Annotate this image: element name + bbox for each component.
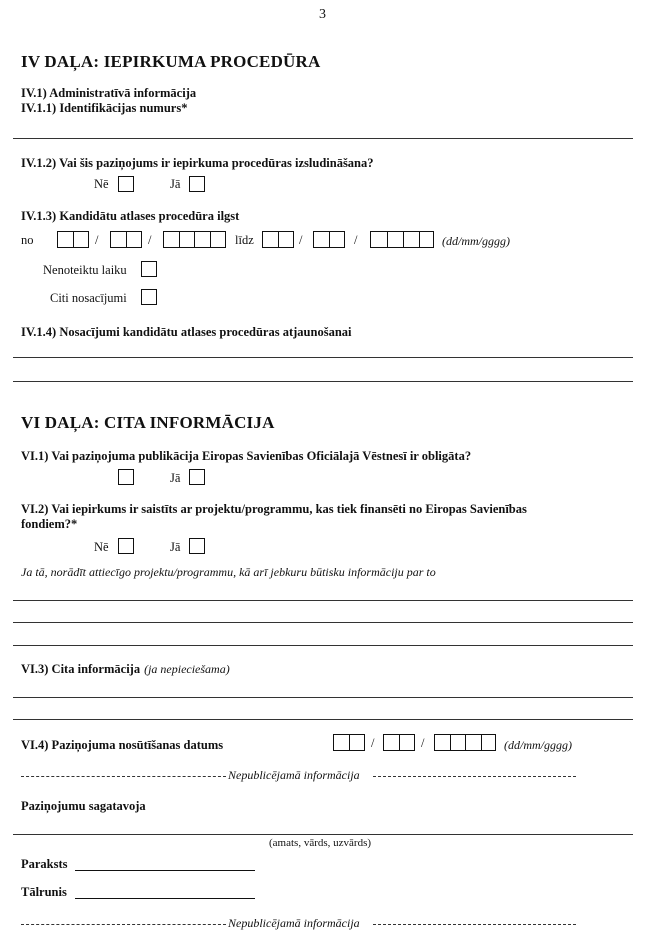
question-vi-3-label: VI.3) Cita informācija [21, 662, 141, 676]
date-separator: / [354, 233, 358, 247]
date-separator: / [421, 736, 425, 750]
from-label: no [21, 233, 34, 247]
vi2-no-label: Nē [94, 540, 109, 554]
question-iv-1-2: IV.1.2) Vai šis paziņojums ir iepirkuma procedūras izsludināšana? [21, 156, 374, 170]
other-conditions-label: Citi nosacījumi [50, 291, 127, 305]
indefinite-label: Nenoteiktu laiku [43, 263, 127, 277]
until-label: līdz [235, 233, 254, 247]
page-number: 3 [319, 7, 326, 22]
sent-year-field[interactable] [434, 734, 496, 751]
part-vi-title: VI DAĻA: CITA INFORMĀCIJA [21, 413, 275, 432]
from-year-field[interactable] [163, 231, 226, 248]
date-separator: / [148, 233, 152, 247]
until-day-field[interactable] [262, 231, 294, 248]
prepared-by-label: Paziņojumu sagatavoja [21, 799, 146, 813]
date-separator: / [299, 233, 303, 247]
other-info-line-2[interactable] [13, 719, 633, 720]
phone-field[interactable] [75, 898, 255, 899]
other-conditions-checkbox[interactable] [141, 289, 157, 305]
date-separator: / [371, 736, 375, 750]
date-format-hint: (dd/mm/gggg) [442, 234, 510, 248]
question-iv-1-4: IV.1.4) Nosacījumi kandidātu atlases procedūras atjaunošanai [21, 325, 352, 339]
iv12-no-label: Nē [94, 177, 109, 191]
date-separator: / [95, 233, 99, 247]
sent-month-field[interactable] [383, 734, 415, 751]
non-public-separator-bottom [21, 916, 576, 932]
iv12-yes-label: Jā [170, 177, 181, 191]
sent-date-format-hint: (dd/mm/gggg) [504, 738, 572, 752]
vi1-no-checkbox[interactable] [118, 469, 134, 485]
identification-number-label: IV.1.1) Identifikācijas numurs* [21, 101, 188, 115]
prepared-by-field[interactable] [13, 834, 633, 835]
question-vi-2-line-2: fondiem?* [21, 517, 78, 531]
renewal-conditions-line-1[interactable] [13, 357, 633, 358]
question-vi-1: VI.1) Vai paziņojuma publikācija Eiropas Savienības Oficiālajā Vēstnesī ir obligāta? [21, 449, 472, 463]
vi1-yes-label: Jā [170, 471, 181, 485]
from-month-field[interactable] [110, 231, 142, 248]
indefinite-checkbox[interactable] [141, 261, 157, 277]
vi1-yes-checkbox[interactable] [189, 469, 205, 485]
project-info-line-1[interactable] [13, 600, 633, 601]
position-name-caption: (amats, vārds, uzvārds) [269, 837, 372, 849]
non-public-separator-top [21, 768, 576, 784]
question-vi-3-note: (ja nepieciešama) [144, 662, 230, 676]
renewal-conditions-line-2[interactable] [13, 381, 633, 382]
phone-label: Tālrunis [21, 885, 67, 899]
identification-number-field[interactable] [13, 138, 633, 139]
until-year-field[interactable] [370, 231, 434, 248]
non-public-label: Nepublicējamā informācija [228, 916, 360, 930]
signature-field[interactable] [75, 870, 255, 871]
vi2-no-checkbox[interactable] [118, 538, 134, 554]
signature-label: Paraksts [21, 857, 68, 871]
from-day-field[interactable] [57, 231, 89, 248]
until-month-field[interactable] [313, 231, 345, 248]
non-public-label: Nepublicējamā informācija [228, 768, 360, 782]
vi2-project-note: Ja tā, norādīt attiecīgo projektu/programmu, kā arī jebkuru būtisku informāciju par to [21, 565, 436, 579]
admin-info-heading: IV.1) Administratīvā informācija [21, 86, 197, 100]
vi2-yes-label: Jā [170, 540, 181, 554]
vi2-yes-checkbox[interactable] [189, 538, 205, 554]
iv12-yes-checkbox[interactable] [189, 176, 205, 192]
iv12-no-checkbox[interactable] [118, 176, 134, 192]
sent-day-field[interactable] [333, 734, 365, 751]
question-vi-3 [21, 660, 230, 678]
project-info-line-2[interactable] [13, 622, 633, 623]
other-info-line-1[interactable] [13, 697, 633, 698]
question-vi-2-line-1: VI.2) Vai iepirkums ir saistīts ar projektu/programmu, kas tiek finansēti no Eiropas Savienības [21, 502, 527, 516]
question-vi-4: VI.4) Paziņojuma nosūtīšanas datums [21, 738, 224, 752]
project-info-line-3[interactable] [13, 645, 633, 646]
question-iv-1-3: IV.1.3) Kandidātu atlases procedūra ilgst [21, 209, 240, 223]
part-iv-title: IV DAĻA: IEPIRKUMA PROCEDŪRA [21, 52, 321, 71]
